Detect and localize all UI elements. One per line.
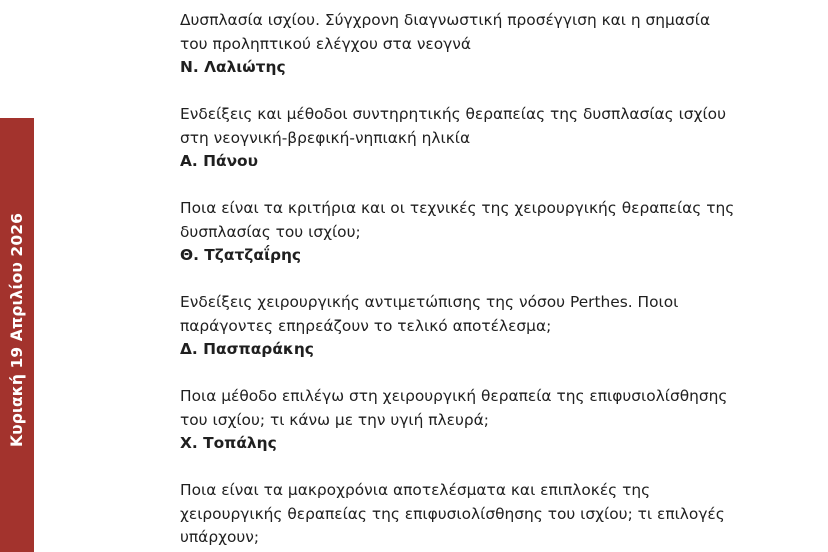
date-label: Κυριακή 19 Απριλίου 2026 — [8, 213, 26, 447]
session-speaker: Δ. Πασπαράκης — [180, 340, 314, 358]
session-title-line: Ποια είναι τα κριτήρια και οι τεχνικές της χειρουργικής θεραπείας της — [180, 199, 735, 217]
session-speaker: Χ. Τοπάλης — [180, 434, 277, 452]
session-title-line: στη νεογνική-βρεφική-νηπιακή ηλικία — [180, 128, 471, 147]
session-item — [180, 291, 800, 362]
session-title-line: χειρουργικής θεραπείας της επιφυσιολίσθησης του ισχίου; τι επιλογές — [180, 504, 725, 523]
session-item — [180, 479, 800, 550]
session-title-line: δυσπλασίας του ισχίου; — [180, 222, 361, 241]
session-item — [180, 103, 800, 174]
session-title-line: Ποια είναι τα μακροχρόνια αποτελέσματα και επιπλοκές της — [180, 481, 651, 499]
session-speaker: Ν. Λαλιώτης — [180, 58, 286, 76]
session-title-line: υπάρχουν; — [180, 528, 260, 546]
session-title-line: Ενδείξεις και μέθοδοι συντηρητικής θεραπείας της δυσπλασίας ισχίου — [180, 105, 726, 123]
session-title-line: Ποια μέθοδο επιλέγω στη χειρουργική θεραπεία της επιφυσιολίσθησης — [180, 387, 728, 405]
session-title-line: παράγοντες επηρεάζουν το τελικό αποτέλεσμα; — [180, 316, 552, 335]
session-speaker: Α. Πάνου — [180, 152, 259, 170]
session-title-line: Δυσπλασία ισχίου. Σύγχρονη διαγνωστική προσέγγιση και η σημασία — [180, 11, 711, 29]
session-list — [180, 9, 800, 552]
session-title-line: Ενδείξεις χειρουργικής αντιμετώπισης της νόσου Perthes. Ποιοι — [180, 293, 679, 311]
session-title-line: του προληπτικού ελέγχου στα νεογνά — [180, 34, 472, 53]
session-item — [180, 9, 800, 80]
session-item — [180, 385, 800, 456]
session-title-line: του ισχίου; τι κάνω με την υγιή πλευρά; — [180, 410, 489, 429]
session-speaker: Θ. Τζατζαΐρης — [180, 246, 302, 264]
session-item — [180, 197, 800, 268]
